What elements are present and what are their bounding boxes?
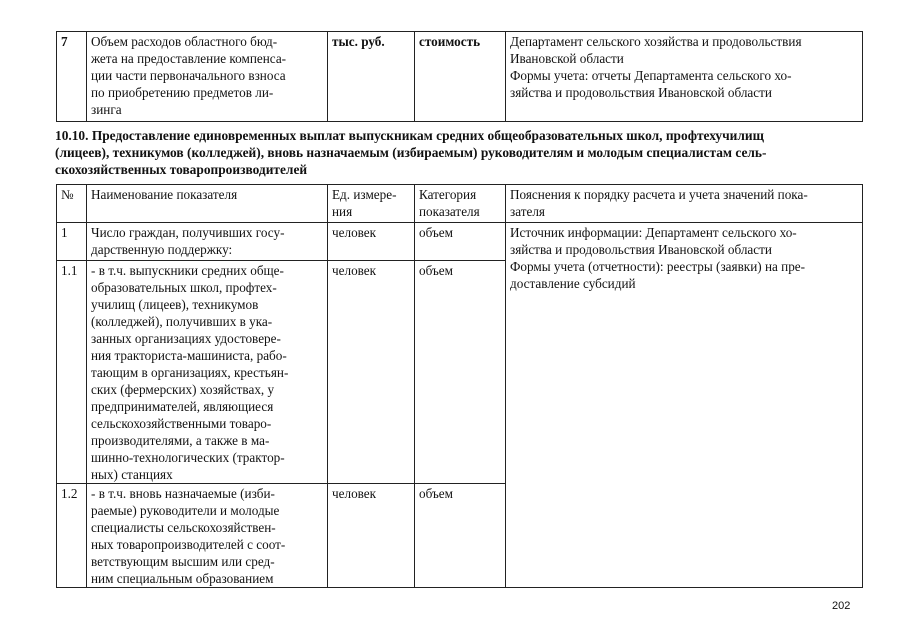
row-number: 1.1 [57, 261, 87, 484]
unit-of-measure: человек [328, 223, 415, 261]
unit-of-measure: тыс. руб. [328, 32, 415, 122]
header-unit: Ед. измере- ния [328, 185, 415, 223]
header-num: № [57, 185, 87, 223]
top-indicator-table [56, 31, 863, 122]
row-number: 7 [57, 32, 87, 122]
row-number: 1 [57, 223, 87, 261]
indicator-category: стоимость [415, 32, 506, 122]
indicator-category: объем [415, 223, 506, 261]
indicator-name: - в т.ч. вновь назначаемые (изби- раемые) руководители и молодые специалисты сельскохозяйствен- ных товаропроизводителей с соот- ветствующим высшим или сред- ним специальным образованием [87, 484, 328, 588]
indicator-name: Объем расходов областного бюд- жета на предоставление компенса- ции части первоначального взноса по приобретению предметов ли- зинга [87, 32, 328, 122]
indicator-name: Число граждан, получивших госу- дарственную поддержку: [87, 223, 328, 261]
row-number: 1.2 [57, 484, 87, 588]
indicator-name: - в т.ч. выпускники средних обще- образовательных школ, профтех- училищ (лицеев), техникумов (колледжей), получивших в ука- занных организациях удостовере- ния тракториста-машиниста, рабо- тающим в организациях, крестьян- ских (фермерских) хозяйствах, у предпринимателей, являющиеся сельскохозяйственными товаро- производителями, а также в ма- шинно-технологических (трактор- ных) станциях [87, 261, 328, 484]
indicator-table [56, 184, 863, 588]
unit-of-measure: человек [328, 484, 415, 588]
header-notes: Пояснения к порядку расчета и учета значений пока- зателя [506, 185, 863, 223]
unit-of-measure: человек [328, 261, 415, 484]
table-row [57, 32, 863, 122]
indicator-category: объем [415, 261, 506, 484]
header-name: Наименование показателя [87, 185, 328, 223]
header-category: Категория показателя [415, 185, 506, 223]
calculation-notes: Департамент сельского хозяйства и продовольствия Ивановской области Формы учета: отчеты Департамента сельского хо- зяйства и продовольствия Ивановской области [506, 32, 863, 122]
section-heading: 10.10. Предоставление единовременных выплат выпускникам средних общеобразовательных школ, профтехучилищ (лицеев), техникумов (колледжей), вновь назначаемым (избираемым) руководителям и молодым специалистам сель- скохозяйственных товаропроизводителей [55, 128, 767, 177]
calculation-notes: Источник информации: Департамент сельского хо- зяйства и продовольствия Ивановской области Формы учета (отчетности): реестры (заявки) на пре- доставление субсидий [506, 223, 863, 588]
indicator-category: объем [415, 484, 506, 588]
table-header-row [57, 185, 863, 223]
table-row [57, 223, 863, 261]
page-number: 202 [832, 600, 851, 612]
